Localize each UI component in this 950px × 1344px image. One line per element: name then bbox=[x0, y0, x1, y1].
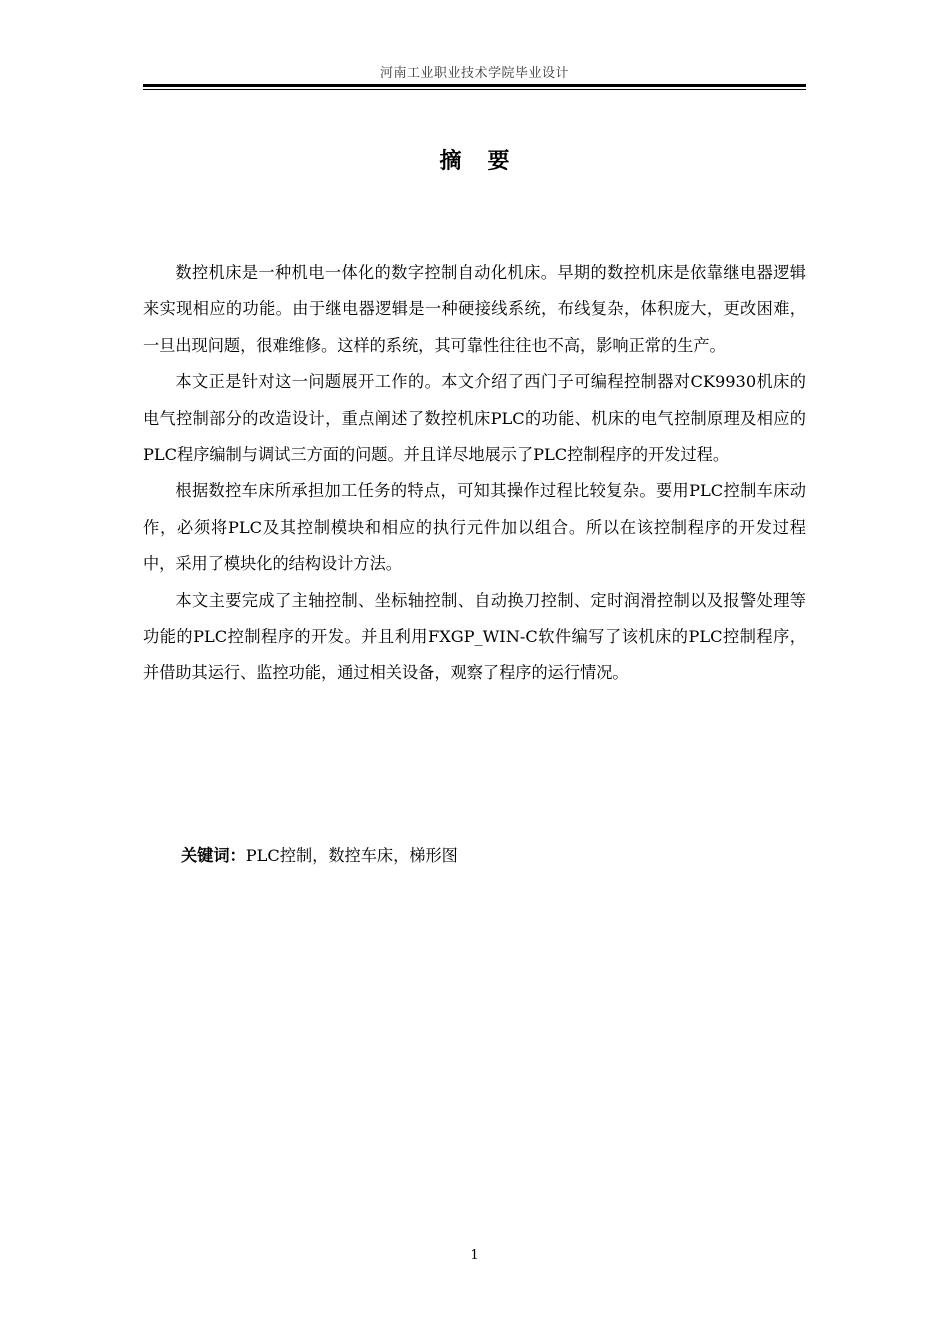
page-number: 1 bbox=[470, 1248, 479, 1263]
abstract-body bbox=[143, 255, 806, 692]
abstract-paragraph-1: 数控机床是一种机电一体化的数字控制自动化机床。早期的数控机床是依靠继电器逻辑来实现相应的功能。由于继电器逻辑是一种硬接线系统，布线复杂，体积庞大，更改困难，一旦出现问题，很难维修。这样的系统，其可靠性往往也不高，影响正常的生产。 bbox=[143, 263, 806, 355]
abstract-paragraph-2: 本文正是针对这一问题展开工作的。本文介绍了西门子可编程控制器对CK9930机床的电气控制部分的改造设计，重点阐述了数控机床PLC的功能、机床的电气控制原理及相应的PLC程序编制与调试三方面的问题。并且详尽地展示了PLC控制程序的开发过程。 bbox=[143, 372, 806, 465]
header-rule-thin bbox=[143, 89, 806, 90]
header-rule-thick bbox=[143, 84, 806, 87]
keywords-text: PLC控制，数控车床，梯形图 bbox=[245, 846, 458, 865]
page-header: 河南工业职业技术学院毕业设计 bbox=[379, 66, 569, 81]
keywords-line bbox=[181, 838, 806, 874]
abstract-title: 摘要 bbox=[439, 149, 536, 174]
abstract-paragraph-4: 本文主要完成了主轴控制、坐标轴控制、自动换刀控制、定时润滑控制以及报警处理等功能的PLC控制程序的开发。并且利用FXGP_WIN-C软件编写了该机床的PLC控制程序，并借助其运行、监控功能，通过相关设备，观察了程序的运行情况。 bbox=[143, 590, 806, 683]
keywords-label: 关键词： bbox=[181, 846, 246, 865]
abstract-paragraph-3: 根据数控车床所承担加工任务的特点，可知其操作过程比较复杂。要用PLC控制车床动作，必须将PLC及其控制模块和相应的执行元件加以组合。所以在该控制程序的开发过程中，采用了模块化的结构设计方法。 bbox=[143, 481, 806, 574]
